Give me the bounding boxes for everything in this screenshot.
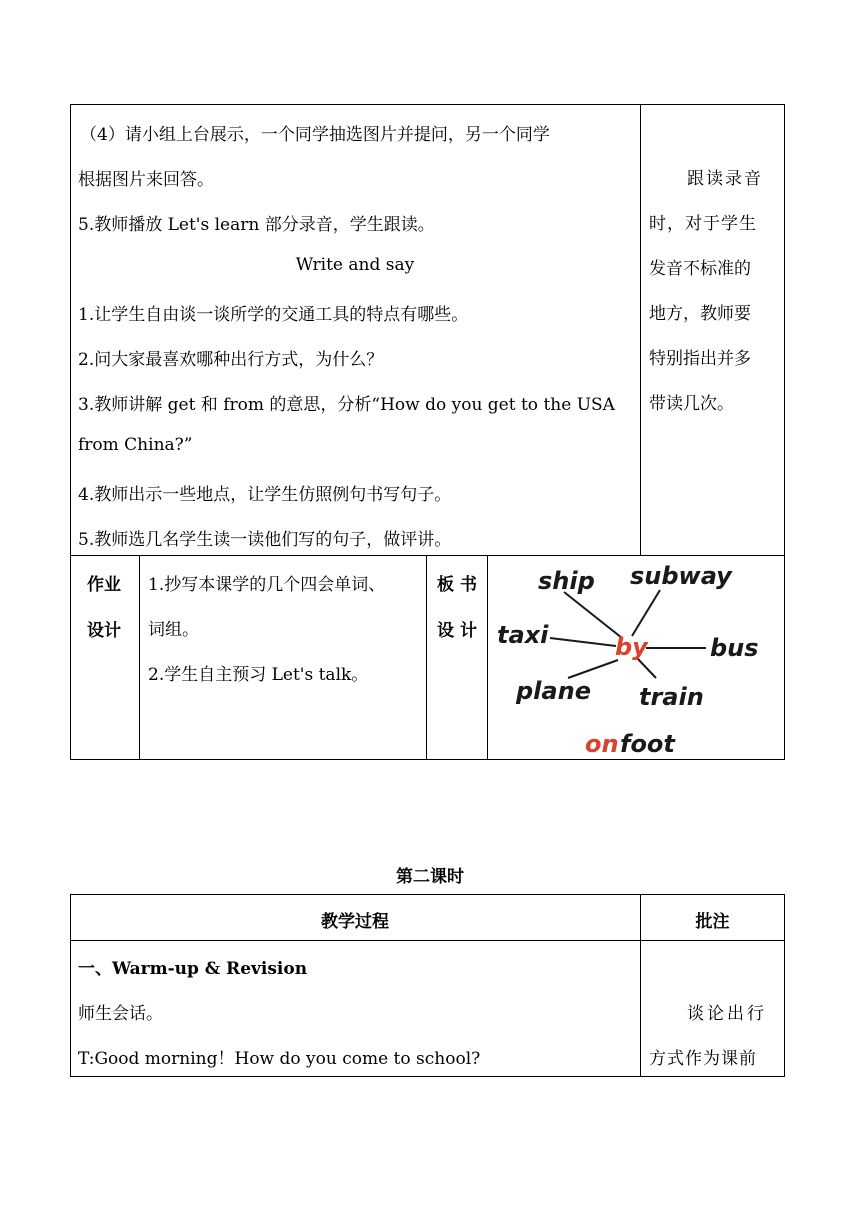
board-label: [427, 570, 487, 641]
process-line: 师生会话。: [78, 1004, 163, 1024]
note-line: 发音不标准的: [649, 259, 751, 279]
homework-label: [70, 570, 138, 641]
word-bus: bus: [710, 634, 759, 662]
note-line: 方式作为课前: [649, 1049, 757, 1069]
process-line: 3.教师讲解 get 和 from 的意思，分析“How do you get to the USA: [78, 395, 615, 415]
word-taxi: taxi: [497, 621, 549, 649]
process-line: 5.教师选几名学生读一读他们写的句子，做评讲。: [78, 530, 452, 550]
connector-plane: [568, 660, 618, 678]
process-line: T:Good morning！How do you come to school?: [78, 1049, 481, 1069]
homework-label-line: 作业: [87, 575, 121, 595]
board-diagram: [488, 556, 784, 759]
process-line: 根据图片来回答。: [78, 170, 214, 190]
process-line: from China?”: [78, 435, 193, 455]
process-line: 1.让学生自由谈一谈所学的交通工具的特点有哪些。: [78, 305, 469, 325]
homework-line: 2.学生自主预习 Let's talk。: [148, 665, 369, 685]
homework-label-line: 设计: [87, 621, 121, 641]
word-train: train: [639, 683, 704, 711]
note-cell: [641, 104, 784, 555]
header-process: 教学过程: [321, 912, 389, 932]
header-note: 批注: [695, 912, 730, 932]
lesson-title: 第二课时: [396, 867, 464, 887]
process-line: 2.问大家最喜欢哪种出行方式，为什么？: [78, 350, 384, 370]
note-line: 地方，教师要: [649, 304, 751, 324]
homework-line: 1.抄写本课学的几个四会单词、: [148, 575, 386, 595]
section-title: 一、Warm-up & Revision: [78, 959, 308, 979]
process-line: 5.教师播放 Let's learn 部分录音，学生跟读。: [78, 215, 435, 235]
connector-train: [637, 658, 656, 678]
homework-content: [140, 556, 426, 759]
process-line: 4.教师出示一些地点，让学生仿照例句书写句子。: [78, 485, 452, 505]
word-by-center: by: [615, 633, 648, 661]
word-subway: subway: [630, 562, 732, 590]
word-foot: foot: [620, 730, 675, 758]
note-line: 带读几次。: [649, 394, 734, 414]
upper-table: [70, 104, 785, 760]
note-line: 特别指出并多: [649, 349, 751, 369]
connector-taxi: [550, 638, 616, 646]
section-heading: Write and say: [295, 255, 415, 275]
note-line: 跟读录音: [687, 169, 763, 189]
word-web: [488, 556, 784, 759]
word-ship: ship: [538, 567, 595, 595]
note-line: 谈论出行: [687, 1004, 767, 1024]
board-label-line: 板 书: [437, 575, 477, 595]
lower-table: [70, 894, 785, 1077]
connector-ship: [564, 592, 622, 638]
homework-line: 词组。: [148, 620, 199, 640]
word-on: on: [585, 730, 619, 758]
process-line: （4）请小组上台展示，一个同学抽选图片并提问，另一个同学: [80, 125, 550, 145]
board-label-line: 设 计: [437, 621, 477, 641]
note-line: 时，对于学生: [649, 214, 757, 234]
word-plane: plane: [516, 677, 591, 705]
connector-subway: [632, 590, 660, 636]
